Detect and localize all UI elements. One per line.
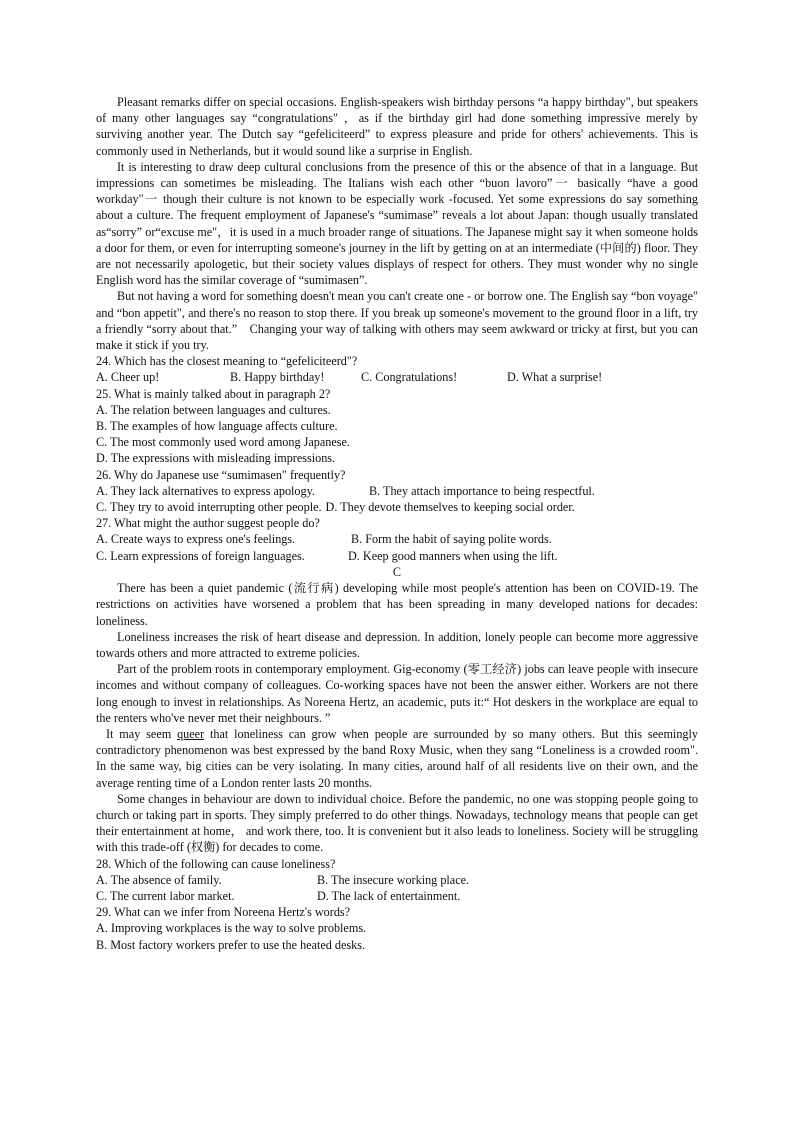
question-27-options-row-1 <box>96 531 698 547</box>
option-b: B. Form the habit of saying polite words. <box>351 532 552 547</box>
passage-c-paragraph-2: Loneliness increases the risk of heart disease and depression. In addition, lonely people can become more aggressive towards others and more attracted to extreme policies. <box>96 629 698 660</box>
option-a: A. Create ways to express one's feelings. <box>96 532 296 547</box>
question-26-options-row-1 <box>96 483 698 499</box>
option-a: A. The relation between languages and cultures. <box>96 402 331 417</box>
option-d: D. Keep good manners when using the lift. <box>348 548 558 563</box>
paragraph-4-rest: that loneliness can grow when people are surrounded by so many others. But this seemingly contradictory phenomenon was best expressed by the band Roxy Music, when they sang “Loneliness is a crowded room". In the same way, big cities can be very isolating. In many cities, around half of all residents live on their own, and the average renting time of a London renter lasts 20 months. <box>96 726 698 790</box>
document-page <box>96 94 698 953</box>
option-b: B. Most factory workers prefer to use the heated desks. <box>96 937 366 952</box>
passage-c-paragraph-3: Part of the problem roots in contemporary employment. Gig-economy (零工经济) jobs can leave people with insecure incomes and without company of colleagues. Co-working spaces have not been the answer either. Workers are not there long enough to invest in relationships. As Noreena Hertz, an academic, puts it:“ Hot deskers in the workplace are equal to the renters who've never met their neighbours. ” <box>96 662 698 725</box>
option-d: D. What a surprise! <box>507 370 603 385</box>
option-b: B. The insecure working place. <box>317 872 470 887</box>
passage-b-paragraph-1: Pleasant remarks differ on special occasions. English-speakers wish birthday persons “a happy birthday", but speakers of many other languages say “congratulations" ，as if the birthday girl had done something impressive merely by surviving another year. The Dutch say “gefeliciteerd” to express pleasure and pride for others' achievements. This is commonly used in Netherlands, but it would sound like a surprise in English. <box>96 95 698 158</box>
option-d: D. They devote themselves to keeping social order. <box>325 500 575 515</box>
question-29-stem: 29. What can we infer from Noreena Hertz's words? <box>96 905 351 920</box>
option-a: A. The absence of family. <box>96 872 222 887</box>
option-c: C. Congratulations! <box>361 370 458 385</box>
option-b: B. The examples of how language affects culture. <box>96 419 338 434</box>
option-c: C. The current labor market. <box>96 888 235 903</box>
underlined-word-queer: queer <box>177 726 205 741</box>
option-c: C. The most commonly used word among Japanese. <box>96 435 350 450</box>
passage-c-paragraph-4 <box>96 726 698 791</box>
passage-c-paragraph-1: There has been a quiet pandemic (流行病) developing while most people's attention has been on COVID-19. The restrictions on activities have worsened a problem that has been spreading in many developed nations for decades: loneliness. <box>96 581 698 628</box>
question-26-stem: 26. Why do Japanese use “sumimasen" frequently? <box>96 467 346 482</box>
option-b: B. Happy birthday! <box>230 370 325 385</box>
question-28-stem: 28. Which of the following can cause loneliness? <box>96 856 336 871</box>
section-c-heading: C <box>392 564 402 579</box>
question-27-options-row-2 <box>96 548 698 564</box>
option-c: C. They try to avoid interrupting other people. <box>96 500 322 515</box>
option-a: A. Cheer up! <box>96 370 160 385</box>
option-d: D. The lack of entertainment. <box>317 888 461 903</box>
option-d: D. The expressions with misleading impressions. <box>96 451 336 466</box>
question-26-options-row-2 <box>96 499 698 515</box>
passage-c-paragraph-5: Some changes in behaviour are down to individual choice. Before the pandemic, no one was stopping people going to church or taking part in sports. They simply preferred to do other things. Nowadays, technology means that people can get their entertainment at home， and work there, too. It is convenient but it also leads to loneliness. Society will be struggling with this trade-off (权衡) for decades to come. <box>96 791 698 855</box>
passage-b-paragraph-3: But not having a word for something doesn't mean you can't create one - or borrow one. The English say “bon voyage" and “bon appetit", and there's no reason to stop there. If you break up someone's movement to the ground floor in a lift, try a friendly “sorry about that.” Changing your way of talking with others may seem awkward or tricky at first, but you can make it stick if you try. <box>96 289 698 353</box>
question-27-stem: 27. What might the author suggest people do? <box>96 516 320 531</box>
option-b: B. They attach importance to being respectful. <box>369 483 595 498</box>
question-25-stem: 25. What is mainly talked about in paragraph 2? <box>96 386 331 401</box>
question-24-stem: 24. Which has the closest meaning to “gefeliciteerd"? <box>96 354 358 369</box>
option-c: C. Learn expressions of foreign languages. <box>96 548 305 563</box>
paragraph-4-lead: It may seem <box>106 726 178 741</box>
passage-b-paragraph-2: It is interesting to draw deep cultural conclusions from the presence of this or the absence of that in a language. But impressions can sometimes be misleading. The Italians wish each other “buon lavoro”一 basically “have a good workday"一 though their culture is not known to be especially work -focused. Yet some expressions do say something about a culture. The frequent employment of Japanese's “sumimase” reveals a lot about Japan: though usually translated as“sorry” or“excuse me"，it is used in a much broader range of situations. The Japanese might say it when someone holds a door for them, or even for interrupting someone's journey in the lift by getting on at an intermediate (中间的) floor. They are not necessarily apologetic, but their society values displays of respect for others. They must wonder why no single English word has the similar coverage of “sumimasen”. <box>96 159 698 288</box>
option-a: A. Improving workplaces is the way to solve problems. <box>96 921 367 936</box>
question-24-options <box>96 369 698 385</box>
question-28-options-row-2 <box>96 888 698 904</box>
option-a: A. They lack alternatives to express apology. <box>96 483 315 498</box>
question-28-options-row-1 <box>96 872 698 888</box>
